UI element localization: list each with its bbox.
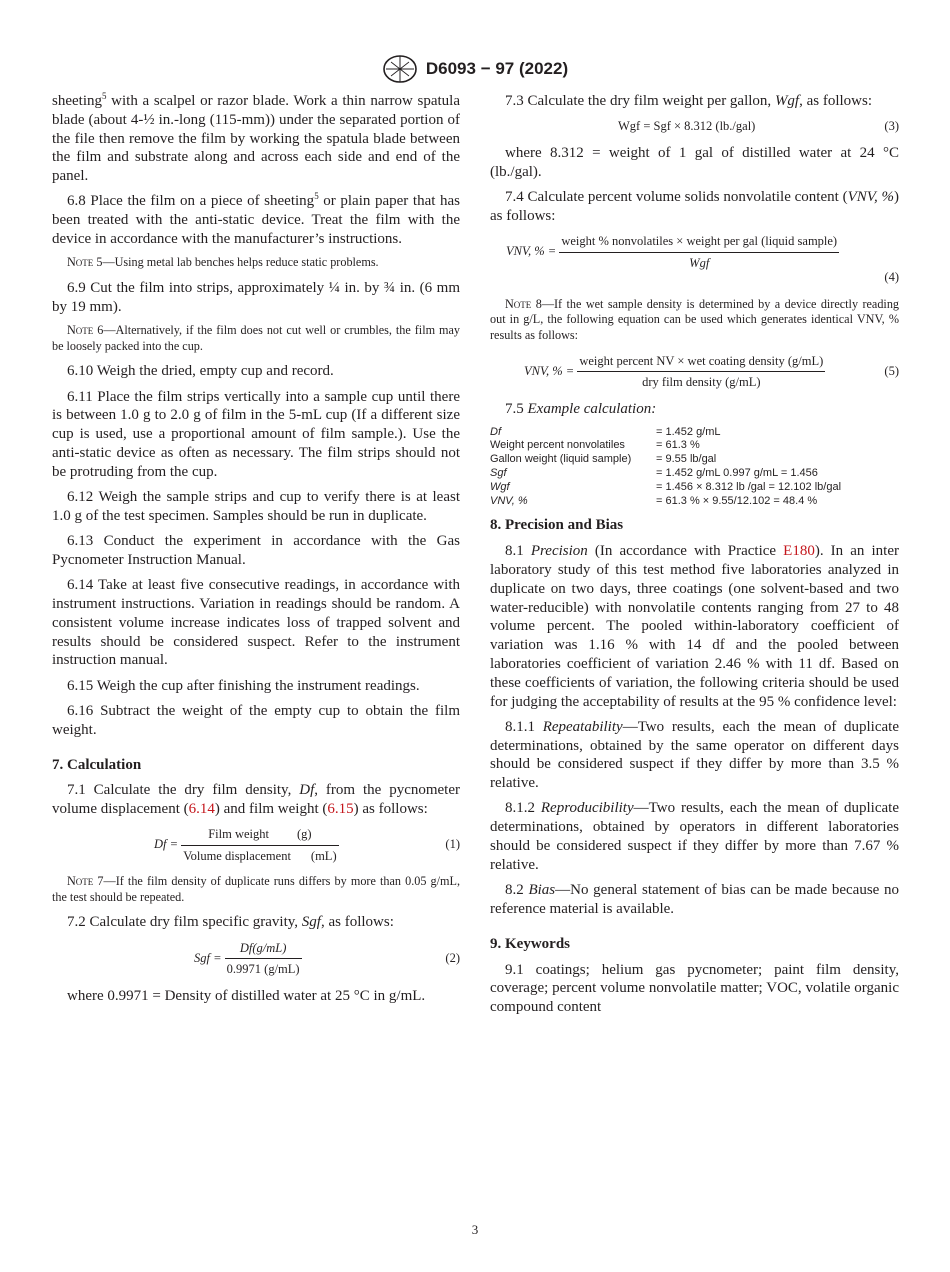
paragraph-7-3: 7.3 Calculate the dry film weight per gallon, Wgf, as follows: [505,93,873,109]
note-6: Note 6—Alternatively, if the film does not cut well or crumbles, the film may be loosely packed into the cup. [52,323,460,353]
astm-logo-icon [382,54,418,84]
paragraph-8-2: 8.2 Bias—No general statement of bias can be made because no reference material is available. [490,882,900,917]
left-column [52,92,460,1012]
document-designation: D6093 − 97 (2022) [425,59,569,78]
paragraph-6-10: 6.10 Weigh the dried, empty cup and record. [67,363,334,380]
note-5: Note 5—Using metal lab benches helps reduce static problems. [67,255,379,270]
section-8-heading: 8. Precision and Bias [490,517,624,534]
example-row: Gallon weight (liquid sample) = 9.55 lb/gal [490,453,717,466]
paragraph-6-16: 6.16 Subtract the weight of the empty cup to obtain the film weight. [52,703,460,738]
paragraph-7-4: 7.4 Calculate percent volume solids nonvolatile content (VNV, %) as follows: [490,189,899,224]
equation-4: VNV, % = $\frac{\text{weight \% nonvolatiles × weight per gal (liquid sample)}}{\text{Wgf}}$ (4) [490,232,899,289]
equation-2: Sgf = $\frac{Df(g/mL)}{0.9971 (g/mL)}$ (2) [194,940,460,977]
paragraph-6-9: 6.9 Cut the film into strips, approximately ¼ in. by ¾ in. (6 mm by 19 mm). [52,279,460,315]
note-8: Note 8—If the wet sample density is determined by a device directly reading out in g/L, the following equation can be used which generates identical VNV, % results as follows: [490,296,900,343]
link-6-14[interactable]: 6.14 [188,801,215,818]
paragraph-6-15: 6.15 Weigh the cup after finishing the instrument readings. [67,677,420,694]
paragraph-6-8: 6.8 Place the film on a piece of sheeting$^5$ or plain paper that has been treated with the anti-static device. Treat the film with the device in accordance with the manufacturer’s instructions. [52,191,460,248]
paragraph-9-1: 9.1 coatings; helium gas pycnometer; paint film density, coverage; percent volume nonvolatile matter; VOC, volatile organic compound content [490,961,899,1016]
equation-3: Wgf = Sgf × 8.312 (lb./gal) (3) [490,117,899,136]
paragraph-7-1: 7.1 Calculate the dry film density, Df, from the pycnometer volume displacement (6.14) and film weight (6.15) as follows: [52,782,460,818]
example-row: Weight percent nonvolatiles = 61.3 % [490,439,700,452]
equation-5: VNV, % = $\frac{\text{weight percent NV × wet coating density (g/mL)}}{\text{dry film density (g/mL)}}$ (5) [524,353,899,390]
example-row: Df = 1.452 g/mL [490,425,721,438]
right-column [490,92,899,1023]
example-calculation-table [490,426,899,509]
paragraph-6-7-continued: sheeting$^5$ with a scalpel or razor blade. Work a thin narrow spatula blade (about 4-½ in.-long (115-mm)) under the separated portion of the file then remove the film by working the spatula blade between the film and substrate along and across each side and end of the panel. [52,91,460,185]
paragraph-7-3-where: where 8.312 = weight of 1 gal of distilled water at 24 °C (lb./gal). [490,145,899,180]
equation-1-number: (1) [445,837,460,852]
paragraph-6-11: 6.11 Place the film strips vertically into a sample cup until there is between 1.0 g to 2.0 g of film in the 5-mL cup (If a different size cup is used, use a proportional amount of film sample.). Use the anti-static device as often as necessary. The film strips should not be protruding from the cup. [52,388,460,480]
example-row: Sgf = 1.452 g/mL 0.997 g/mL = 1.456 [490,466,818,479]
paragraph-7-2-where: where 0.9971 = Density of distilled water at 25 °C in g/mL. [67,988,426,1005]
section-9-heading: 9. Keywords [490,935,570,952]
paragraph-8-1-2: 8.1.2 Reproducibility—Two results, each the mean of duplicate determinations, obtained by operators in different laboratories should be considered suspect if they differ by more than 7.67 % relative. [490,800,899,873]
paragraph-6-12: 6.12 Weigh the sample strips and cup to verify there is at least 1.0 g of the test specimen. Samples should be run in duplicate. [52,489,460,524]
equation-2-number: (2) [445,950,460,965]
paragraph-7-5: 7.5 Example calculation: [505,401,657,418]
example-row: VNV, % = 61.3 % × 9.55/12.102 = 48.4 % [490,494,818,507]
example-row: Wgf = 1.456 × 8.312 lb /gal = 12.102 lb/gal [490,480,842,493]
equation-4-number: (4) [884,270,899,285]
paragraph-6-13: 6.13 Conduct the experiment in accordance with the Gas Pycnometer Instruction Manual. [52,533,460,568]
equation-1: Df = $\frac{\text{Film weight (g)}}{\text{Volume displacement (mL)}}$ (1) [154,827,460,864]
note-7: Note 7—If the film density of duplicate runs differs by more than 0.05 g/mL, the test should be repeated. [52,874,460,904]
page-number: 3 [471,1222,479,1237]
paragraph-8-1: 8.1 Precision (In accordance with Practice E180). In an inter laboratory study of this test method five laboratories analyzed in duplicate on two days, three coatings (one solvent-based and two water-reducible) with nonvolatile contents ranging from 27 to 48 volume percent. The pooled within-laboratory coefficient of variation was 1.16 % with 14 df and the pooled between laboratories coefficient of variation 2.46 % with 11 df. Based on these coefficients of variation, the following criteria should be used for judging the acceptability of results at the 95 % confidence level: [490,543,899,710]
paragraph-8-1-1: 8.1.1 Repeatability—Two results, each the mean of duplicate determinations, obtained by the same operator on different days should be considered suspect if they differ by more than 3.5 % relative. [490,718,899,792]
page-header [0,54,950,86]
equation-5-number: (5) [884,363,899,378]
paragraph-7-2: 7.2 Calculate dry film specific gravity, Sgf, as follows: [67,914,394,931]
equation-3-number: (3) [884,119,899,134]
paragraph-6-14: 6.14 Take at least five consecutive readings, in accordance with instrument instructions. Variation in readings should be random. A consistent volume increase indicates loss of trapped solvent and results should be considered suspect. Refer to the instrument instruction manual. [52,577,460,669]
link-e180[interactable]: E180 [783,543,815,560]
link-6-15[interactable]: 6.15 [327,801,354,818]
section-7-heading: 7. Calculation [52,756,142,773]
